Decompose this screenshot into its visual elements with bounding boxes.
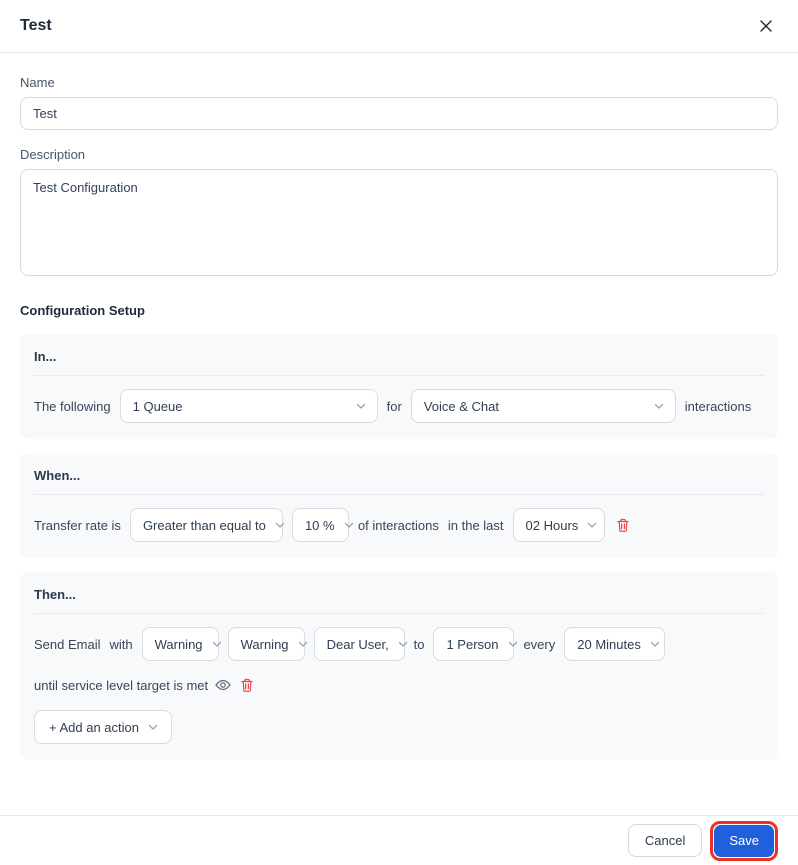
send-email-text: Send Email [34,636,101,652]
then-section-title: Then... [34,587,76,602]
chevron-down-icon [649,638,661,650]
divider [34,494,764,495]
description-textarea[interactable] [20,169,778,276]
divider [34,375,764,376]
chevron-down-icon [653,400,665,412]
chevron-down-icon [274,519,286,531]
eye-icon [215,679,231,691]
interval-select-value: 20 Minutes [577,636,641,652]
then-section-card [20,572,778,760]
operator-select-value: Greater than equal to [142,517,266,533]
then-section-row [34,627,764,661]
recipient-select[interactable] [433,627,514,661]
channel-select-value: Voice & Chat [423,398,499,414]
when-section-title: When... [34,468,81,483]
percent-select[interactable] [292,508,349,542]
modal-title: Test [20,17,52,34]
severity-select[interactable] [142,627,219,661]
queue-select-value: 1 Queue [132,398,183,414]
when-section-card [20,453,778,558]
interval-select[interactable] [564,627,665,661]
in-section-title: In... [34,349,57,364]
template-select-value: Dear User, [326,636,389,652]
the-following-text: The following [34,398,111,414]
chevron-down-icon [211,638,223,650]
modal-footer [0,815,798,865]
configuration-setup-heading: Configuration Setup [20,303,145,318]
divider [34,613,764,614]
save-button-highlight [710,821,778,861]
recipient-select-value: 1 Person [446,636,499,652]
modal-body [0,53,798,815]
trash-icon [616,518,630,533]
duration-select[interactable] [513,508,605,542]
add-action-button[interactable] [34,710,172,744]
of-interactions-text: of interactions [357,517,439,533]
in-section-row [34,389,764,423]
delete-condition-button[interactable] [614,516,632,534]
template-select[interactable] [314,627,405,661]
modal-header [0,0,798,53]
in-the-last-text: in the last [447,517,504,533]
until-row [34,676,764,694]
every-text: every [523,636,556,652]
chevron-down-icon [397,638,409,650]
delete-action-button[interactable] [238,676,256,694]
description-label: Description [20,147,86,162]
severity-select-value: Warning [154,636,203,652]
trash-icon [240,678,254,693]
name-input[interactable] [20,97,778,130]
chevron-down-icon [297,638,309,650]
until-target-text: until service level target is met [34,677,209,693]
transfer-rate-text: Transfer rate is [34,517,121,533]
duration-select-value: 02 Hours [525,517,579,533]
queue-select[interactable] [120,389,378,423]
for-text: for [386,398,402,414]
chevron-down-icon [355,400,367,412]
close-icon [758,18,774,34]
add-action-label: + Add an action [49,719,139,735]
when-section-row [34,508,764,542]
to-text: to [413,636,425,652]
name-label: Name [20,75,55,90]
chevron-down-icon [343,519,355,531]
save-button[interactable]: Save [714,825,774,857]
preview-action-button[interactable] [214,676,232,694]
chevron-down-icon [586,519,598,531]
subject-select-value: Warning [240,636,289,652]
cancel-button[interactable]: Cancel [628,824,702,857]
operator-select[interactable] [130,508,283,542]
chevron-down-icon [147,721,159,733]
with-text: with [109,636,133,652]
interactions-text: interactions [684,398,752,414]
percent-select-value: 10 % [304,517,335,533]
channel-select[interactable] [411,389,676,423]
close-button[interactable] [754,14,778,38]
in-section-card [20,334,778,439]
chevron-down-icon [507,638,519,650]
subject-select[interactable] [228,627,305,661]
